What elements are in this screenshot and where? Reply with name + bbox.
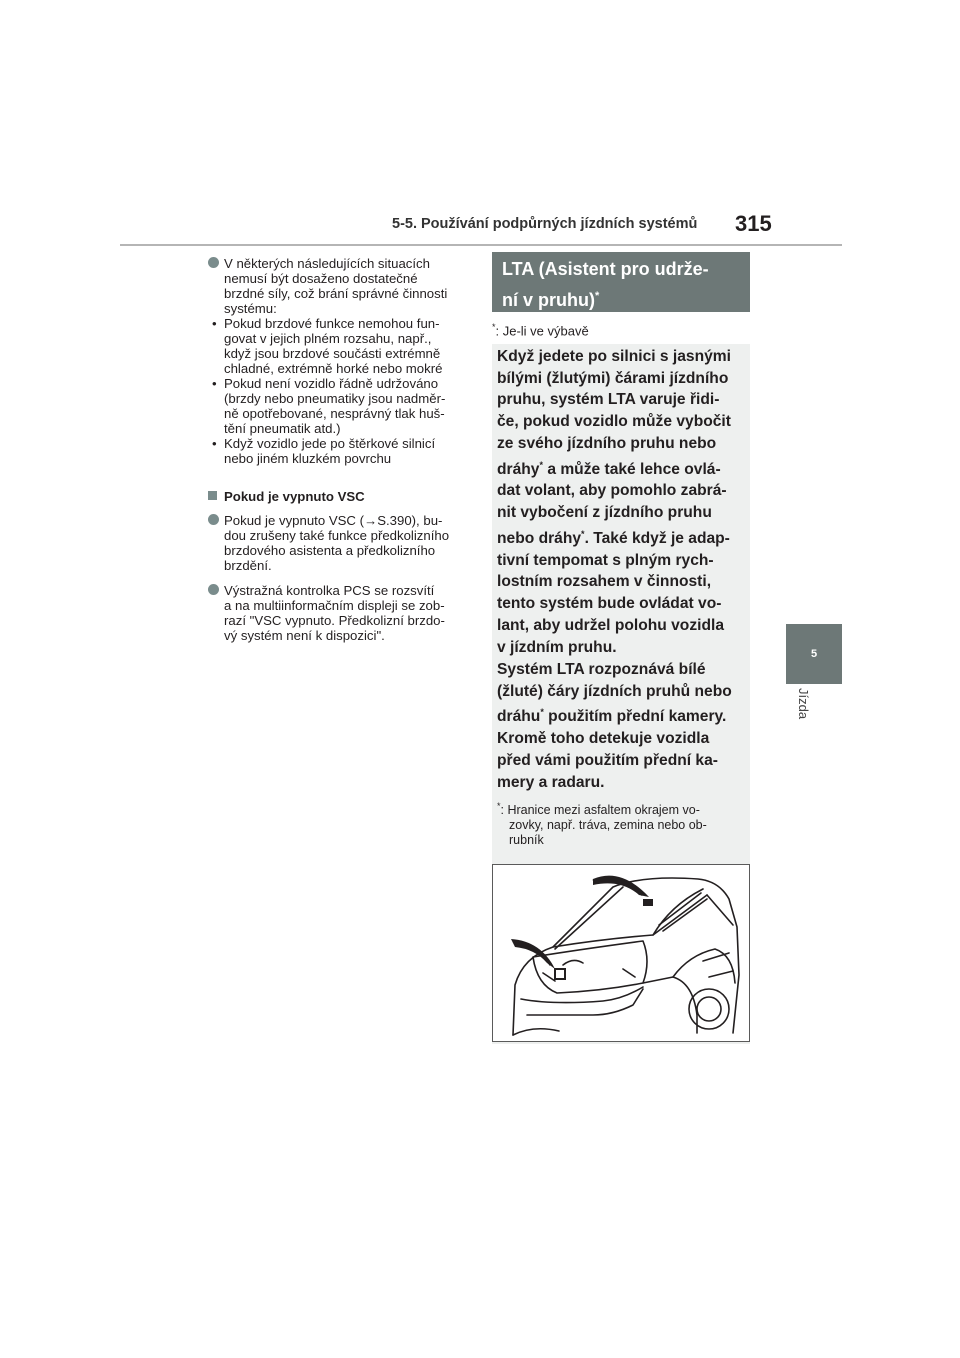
text-line: (žluté) čáry jízdních pruhů nebo [497, 682, 732, 700]
text-line: tění pneumatik atd.) [224, 421, 341, 436]
text-line: nemusí být dosaženo dostatečné [224, 271, 418, 286]
bullet-vsc-off [210, 513, 470, 573]
text-line: když jsou brzdové součásti extrémně [224, 346, 441, 361]
car-camera-illustration [492, 864, 750, 1042]
text-line: dat volant, aby pomohlo zabrá- [497, 482, 727, 500]
lta-section-heading [492, 252, 750, 312]
text-line: nebo jiném kluzkém povrchu [224, 451, 392, 466]
chapter-label: Jízda [796, 688, 811, 720]
text-line: a na multiinformačním displeji se zob- [224, 598, 445, 613]
section-title: 5-5. Používání podpůrných jízdních systémů [392, 216, 698, 232]
text-line: pruhu, systém LTA varuje řidi- [497, 391, 720, 409]
bullet-brake-force [210, 256, 470, 466]
text-line: chladné, extrémně horké nebo mokré [224, 361, 443, 376]
bullet-dot-icon [208, 514, 219, 525]
bullet-pcs-warning [210, 583, 470, 643]
bullet-dot-icon [208, 584, 219, 595]
lta-intro [497, 346, 747, 658]
text-line: tivní tempomat s plným rych- [497, 551, 714, 569]
text-line: bílými (žlutými) čárami jízdního [497, 369, 729, 387]
square-bullet-icon [208, 491, 217, 500]
heading-line: ní v pruhu)* [502, 290, 600, 310]
text-line: v jízdním pruhu. [497, 638, 617, 656]
header-rule [120, 244, 842, 246]
lta-detection [497, 659, 747, 793]
text-line: dou zrušeny také funkce předkolizního [224, 528, 450, 543]
lane-footnote [497, 799, 747, 848]
suv-front-camera-radar-icon [493, 865, 749, 1041]
chapter-label-wrap [797, 688, 811, 728]
text-line: před vámi použitím přední ka- [497, 752, 718, 769]
text-line: nit vybočení z jízdního pruhu [497, 504, 712, 522]
sub-item: • Pokud není vozidlo řádně udržováno [210, 376, 470, 391]
text-line: če, pokud vozidlo může vybočit [497, 413, 731, 431]
text-line: zovky, např. tráva, zemina nebo ob- [509, 818, 707, 833]
heading-line: LTA (Asistent pro udrže- [502, 259, 709, 279]
text-line: dráhu* použitím přední kamery. [497, 707, 727, 726]
page-number: 315 [735, 211, 772, 236]
text-line: Systém LTA rozpoznává bílé [497, 661, 706, 678]
text-line: Když jedete po silnici s jasnými [497, 348, 731, 365]
text-line: razí "VSC vypnuto. Předkolizní brzdo- [224, 613, 445, 628]
text-line: vý systém není k dispozici". [224, 628, 385, 643]
sub-item: • Když vozidlo jede po štěrkové silnicí [210, 436, 470, 451]
text-line: tento systém bude ovládat vo- [497, 595, 722, 613]
text-line: rubník [509, 833, 544, 848]
text-line: systému: [224, 301, 277, 316]
text-line: dráhy* a může také lehce ovlá- [497, 459, 721, 478]
text-line: (brzdy nebo pneumatiky jsou nadměr- [224, 391, 446, 406]
text-line: lant, aby udržel polohu vozidla [497, 616, 724, 634]
heading-vsc [210, 489, 470, 504]
text-line: Kromě toho detekuje vozidla [497, 730, 710, 748]
chapter-tab[interactable] [786, 624, 842, 684]
sub-item: • Pokud brzdové funkce nemohou fun- [210, 316, 470, 331]
text-line: mery a radaru. [497, 773, 605, 791]
chapter-number: 5 [810, 648, 818, 660]
text-line: Pokud je vypnuto VSC (→S.390), bu- [224, 513, 443, 528]
text-line: govat v jejich plném rozsahu, např., [224, 331, 432, 346]
sub-list [210, 316, 470, 466]
text-line: brzdné síly, což brání správné činnosti [224, 286, 448, 301]
text-line: ze svého jízdního pruhu nebo [497, 434, 717, 452]
text-line: V některých následujících situacích [224, 256, 430, 271]
text-line: ně opotřebované, nesprávný tlak huš- [224, 406, 445, 421]
text-line: nebo dráhy*. Také když je adap- [497, 528, 730, 547]
text-line: *: Hranice mezi asfaltem okrajem vo- [497, 801, 700, 818]
availability-note: *: Je-li ve výbavě [492, 322, 589, 339]
text-line: brzdění. [224, 558, 272, 573]
text-line: Výstražná kontrolka PCS se rozsvítí [224, 583, 435, 598]
text-line: lostním rozsahem v činnosti, [497, 573, 712, 591]
bullet-dot-icon [208, 257, 219, 268]
text-line: brzdového asistenta a předkolizního [224, 543, 436, 558]
heading-text: Pokud je vypnuto VSC [224, 489, 365, 504]
